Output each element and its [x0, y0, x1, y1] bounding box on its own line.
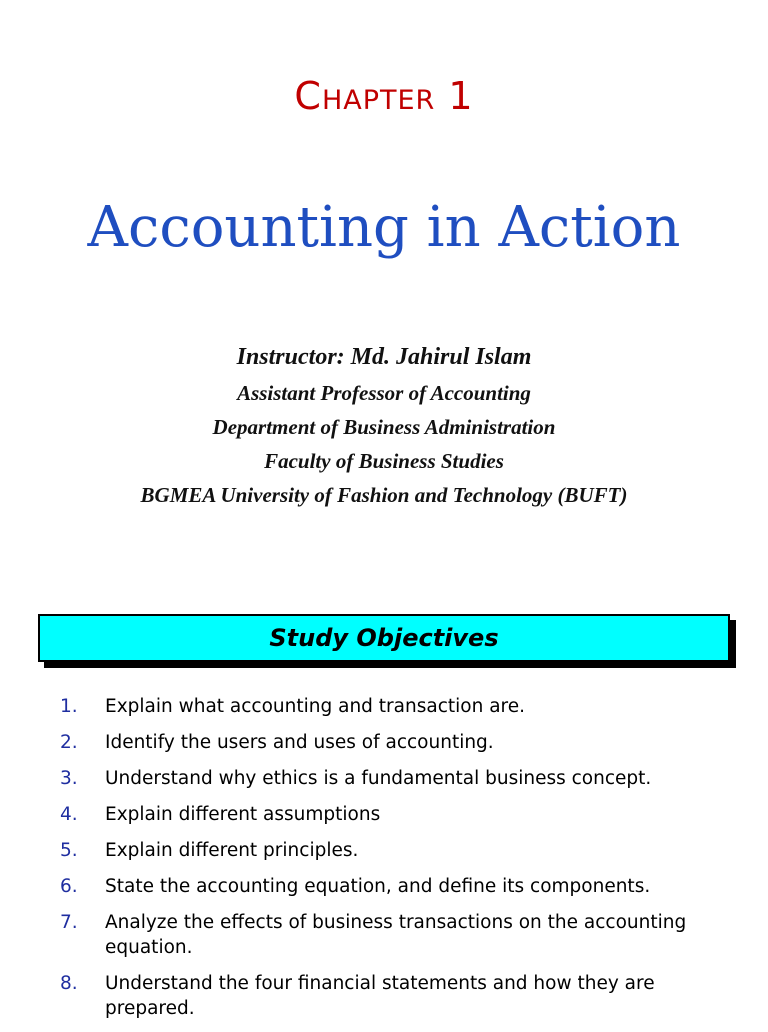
- list-item-number: 8.: [60, 973, 78, 994]
- list-item-text: Understand the four financial statements and how they are prepared.: [105, 973, 655, 1019]
- list-item-number: 3.: [60, 768, 78, 789]
- instructor-name: Instructor: Md. Jahirul Islam: [236, 344, 532, 370]
- list-item-text: State the accounting equation, and define its components.: [105, 876, 651, 897]
- instructor-department: Department of Business Administration: [212, 415, 556, 439]
- objectives-list: [60, 694, 750, 1032]
- list-item: [60, 874, 750, 899]
- instructor-university: BGMEA University of Fashion and Technology (BUFT): [140, 483, 628, 507]
- list-item-number: 7.: [60, 912, 78, 933]
- list-item: [60, 730, 750, 755]
- list-item: [60, 694, 750, 719]
- list-item: [60, 910, 750, 960]
- chapter-heading: Chapter 1: [294, 74, 474, 118]
- list-item-number: 4.: [60, 804, 78, 825]
- instructor-block: [0, 340, 768, 512]
- list-item: [60, 971, 750, 1021]
- list-item-text: Analyze the effects of business transactions on the accounting equation.: [105, 912, 687, 958]
- instructor-faculty: Faculty of Business Studies: [264, 449, 504, 473]
- list-item-text: Identify the users and uses of accounting.: [105, 732, 494, 753]
- list-item-text: Explain different assumptions: [105, 804, 381, 825]
- study-objectives-heading: Study Objectives: [38, 614, 730, 662]
- list-item-number: 6.: [60, 876, 78, 897]
- list-item-number: 5.: [60, 840, 78, 861]
- page-title: Accounting in Action: [87, 195, 681, 260]
- list-item: [60, 766, 750, 791]
- list-item-number: 1.: [60, 696, 78, 717]
- list-item-text: Explain different principles.: [105, 840, 359, 861]
- instructor-position: Assistant Professor of Accounting: [237, 381, 531, 405]
- list-item: [60, 802, 750, 827]
- list-item: [60, 838, 750, 863]
- list-item-text: Understand why ethics is a fundamental business concept.: [105, 768, 652, 789]
- list-item-text: Explain what accounting and transaction are.: [105, 696, 525, 717]
- list-item-number: 2.: [60, 732, 78, 753]
